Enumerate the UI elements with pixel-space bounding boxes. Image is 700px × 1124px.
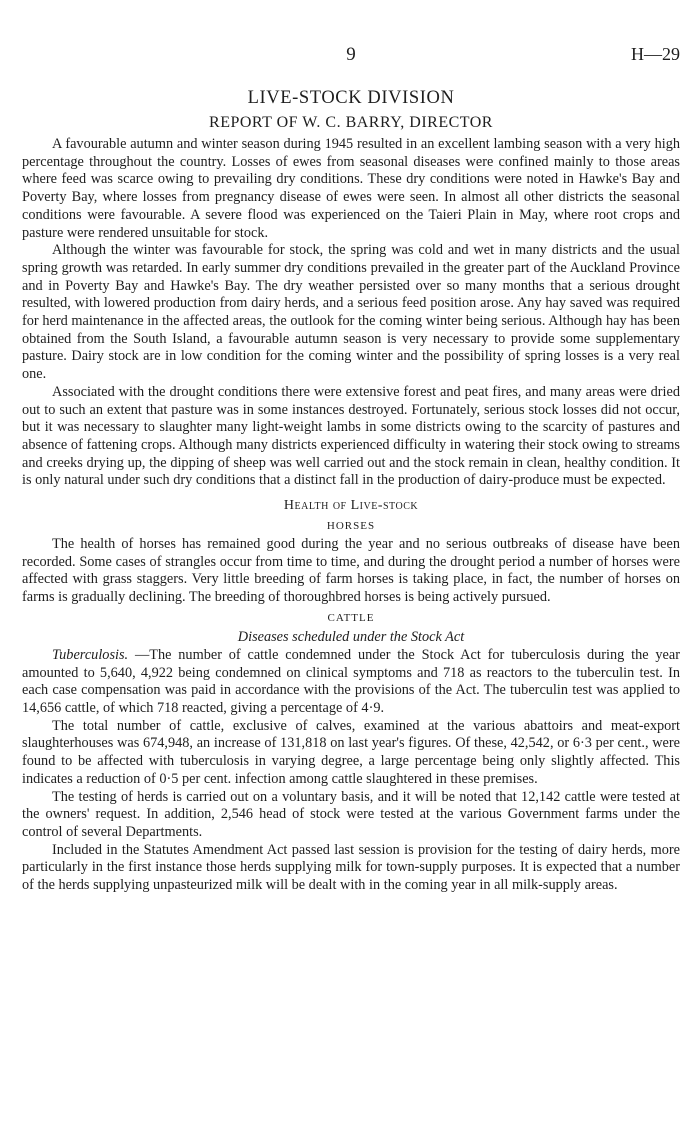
tuberculosis-paragraph <box>22 647 680 718</box>
tuberculosis-text: —The number of cattle condemned under the Stock Act for tuberculosis during the year amounted to 5,640, 4,922 being condemned on clinical symptoms and 718 as reactors to the tuberculin test. In each case compensation was paid in accordance with the provisions of the Act. The tuberculin test was applied to 14,656 cattle, of which 718 reacted, giving a percentage of 4·9. <box>22 646 680 716</box>
cattle-paragraph: Included in the Statutes Amendment Act passed last session is provision for the testing of dairy herds, more particularly in the first instance those herds supplying milk for town-supply purposes. It is expected that a number of the herds supplying unpasteurized milk will be dealt with in the coming year in all milk-supply areas. <box>22 841 680 894</box>
cattle-heading: CATTLE <box>327 611 375 624</box>
document-reference: H—29 <box>631 44 680 64</box>
page-number: 9 <box>346 44 356 65</box>
intro-paragraph: A favourable autumn and winter season during 1945 resulted in an excellent lambing season with a very high percentage throughout the country. Losses of ewes from seasonal diseases were confined mainly to those areas where feed was scarce owing to prevailing dry conditions. These dry conditions were noted in Hawke's Bay and Poverty Bay, where losses from pregnancy disease of ewes were seen. In almost all other districts the seasonal conditions were favourable. A severe flood was experienced on the Taieri Plain in May, where root crops and pasture were rendered unsuitable for stock. <box>22 136 680 241</box>
tuberculosis-lead: Tuberculosis. <box>52 646 129 663</box>
report-subtitle: REPORT OF W. C. BARRY, DIRECTOR <box>209 114 493 131</box>
cattle-paragraph: The testing of herds is carried out on a voluntary basis, and it will be noted that 12,142 cattle were tested at the owners' request. In addition, 2,546 head of stock were tested at the various Government farms under the control of several Departments. <box>22 788 680 840</box>
page-header <box>22 44 680 66</box>
cattle-paragraph: The total number of cattle, exclusive of calves, examined at the various abattoirs and meat-export slaughterhouses was 674,948, an increase of 131,818 on last year's figures. Of these, 42,542, or 6·3 per cent., were found to be affected with tuberculosis in varying degree, a large percentage being only slightly affected. This indicates a reduction of 0·5 per cent. infection among cattle slaughtered in these premises. <box>22 717 680 787</box>
intro-paragraph: Although the winter was favourable for stock, the spring was cold and wet in many districts and the usual spring growth was retarded. In early summer dry conditions prevailed in the greater part of the Auckland Province and in Poverty Bay and Hawke's Bay. The dry weather persisted over so many months that a serious drought resulted, with lowered production from dairy herds, and a serious feed position arose. Any hay saved was required for herd maintenance in the affected areas, the outlook for the coming winter being serious. Although hay has been obtained from the South Island, a favourable autumn season is very necessary to provide some supplementary pasture. Dairy stock are in low condition for the coming winter and the possibility of spring losses is a very real one. <box>22 242 680 383</box>
page-title: LIVE-STOCK DIVISION <box>247 88 455 108</box>
intro-paragraph: Associated with the drought conditions there were extensive forest and peat fires, and many areas were dried out to such an extent that pasture was in some instances destroyed. Fortunately, serious stock losses did not occur, but it was necessary to slaughter many light-weight lambs in some districts owing to the scarcity of pastures and absence of fattening crops. Although many districts experienced difficulty in watering their stock owing to streams and creeks drying up, the dipping of sheep was well carried out and the stock remain in clean, healthy condition. It is only natural under such dry conditions that a distinct fall in the production of dairy-produce must be expected. <box>22 383 680 489</box>
diseases-heading: Diseases scheduled under the Stock Act <box>237 628 465 645</box>
horses-paragraph: The health of horses has remained good during the year and no serious outbreaks of disease have been recorded. Some cases of strangles occur from time to time, and during the drought period a number of horses were affected with grass staggers. Very little breeding of farm horses is taking place, in fact, the number of horses on farms is gradually declining. The breeding of thoroughbred horses is being actively pursued. <box>22 536 680 606</box>
page-content <box>22 86 680 895</box>
health-heading: Health of Live-stock <box>283 498 419 514</box>
horses-heading: HORSES <box>326 520 376 533</box>
